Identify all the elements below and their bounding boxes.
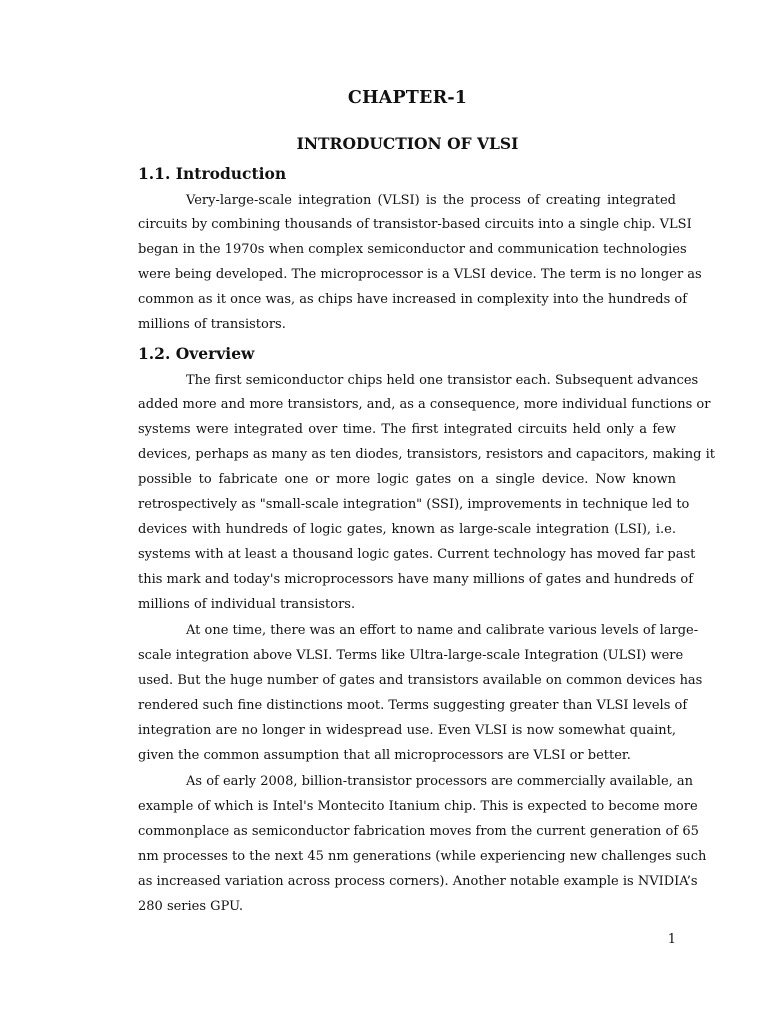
- chapter-title: CHAPTER-1: [347, 88, 468, 108]
- paragraph-line: The first semiconductor chips held one transistor each. Subsequent advances: [186, 373, 699, 388]
- paragraph-line: possible to fabricate one or more logic gates on a single device. Now known: [138, 472, 676, 487]
- paragraph-line: circuits by combining thousands of transistor-based circuits into a single chip. VLSI: [138, 217, 692, 232]
- paragraph-line: retrospectively as "small-scale integration" (SSI), improvements in technique led to: [138, 497, 690, 512]
- paragraph-line: Very-large-scale integration (VLSI) is the process of creating integrated: [186, 193, 676, 208]
- paragraph-line: 280 series GPU.: [138, 899, 243, 914]
- paragraph-line: used. But the huge number of gates and transistors available on common devices has: [138, 673, 703, 688]
- paragraph-line: as increased variation across process corners). Another notable example is NVIDIA’s: [138, 874, 698, 889]
- paragraph-line: devices, perhaps as many as ten diodes, transistors, resistors and capacitors, making it: [138, 447, 716, 462]
- paragraph-line: example of which is Intel's Montecito Itanium chip. This is expected to become more: [138, 799, 698, 814]
- paragraph-line: began in the 1970s when complex semiconductor and communication technologies: [138, 242, 687, 257]
- chapter-subtitle: INTRODUCTION OF VLSI: [296, 134, 519, 153]
- paragraph-line: integration are no longer in widespread use. Even VLSI is now somewhat quaint,: [138, 723, 676, 738]
- paragraph-line: At one time, there was an effort to name and calibrate various levels of large-: [186, 623, 699, 638]
- paragraph-line: millions of transistors.: [138, 317, 286, 332]
- paragraph-line: commonplace as semiconductor fabrication moves from the current generation of 65: [138, 824, 699, 839]
- paragraph-line: As of early 2008, billion-transistor processors are commercially available, an: [186, 774, 694, 789]
- paragraph-line: nm processes to the next 45 nm generations (while experiencing new challenges such: [138, 849, 707, 864]
- paragraph-line: devices with hundreds of logic gates, known as large-scale integration (LSI), i.e.: [138, 522, 676, 537]
- section-heading-introduction: 1.1. Introduction: [138, 164, 287, 183]
- paragraph-line: millions of individual transistors.: [138, 597, 356, 612]
- paragraph-line: given the common assumption that all microprocessors are VLSI or better.: [138, 748, 631, 763]
- paragraph-line: added more and more transistors, and, as a consequence, more individual functions or: [138, 397, 711, 412]
- paragraph-line: scale integration above VLSI. Terms like Ultra-large-scale Integration (ULSI) were: [138, 648, 684, 663]
- paragraph-line: common as it once was, as chips have increased in complexity into the hundreds of: [138, 292, 688, 307]
- section-heading-overview: 1.2. Overview: [138, 344, 255, 363]
- paragraph-line: systems were integrated over time. The first integrated circuits held only a few: [138, 422, 676, 437]
- paragraph-line: were being developed. The microprocessor is a VLSI device. The term is no longer as: [138, 267, 702, 282]
- page-number: 1: [667, 932, 676, 947]
- paragraph-line: this mark and today's microprocessors have many millions of gates and hundreds of: [138, 572, 694, 587]
- paragraph-line: rendered such fine distinctions moot. Terms suggesting greater than VLSI levels of: [138, 698, 688, 713]
- paragraph-line: systems with at least a thousand logic gates. Current technology has moved far past: [138, 547, 696, 562]
